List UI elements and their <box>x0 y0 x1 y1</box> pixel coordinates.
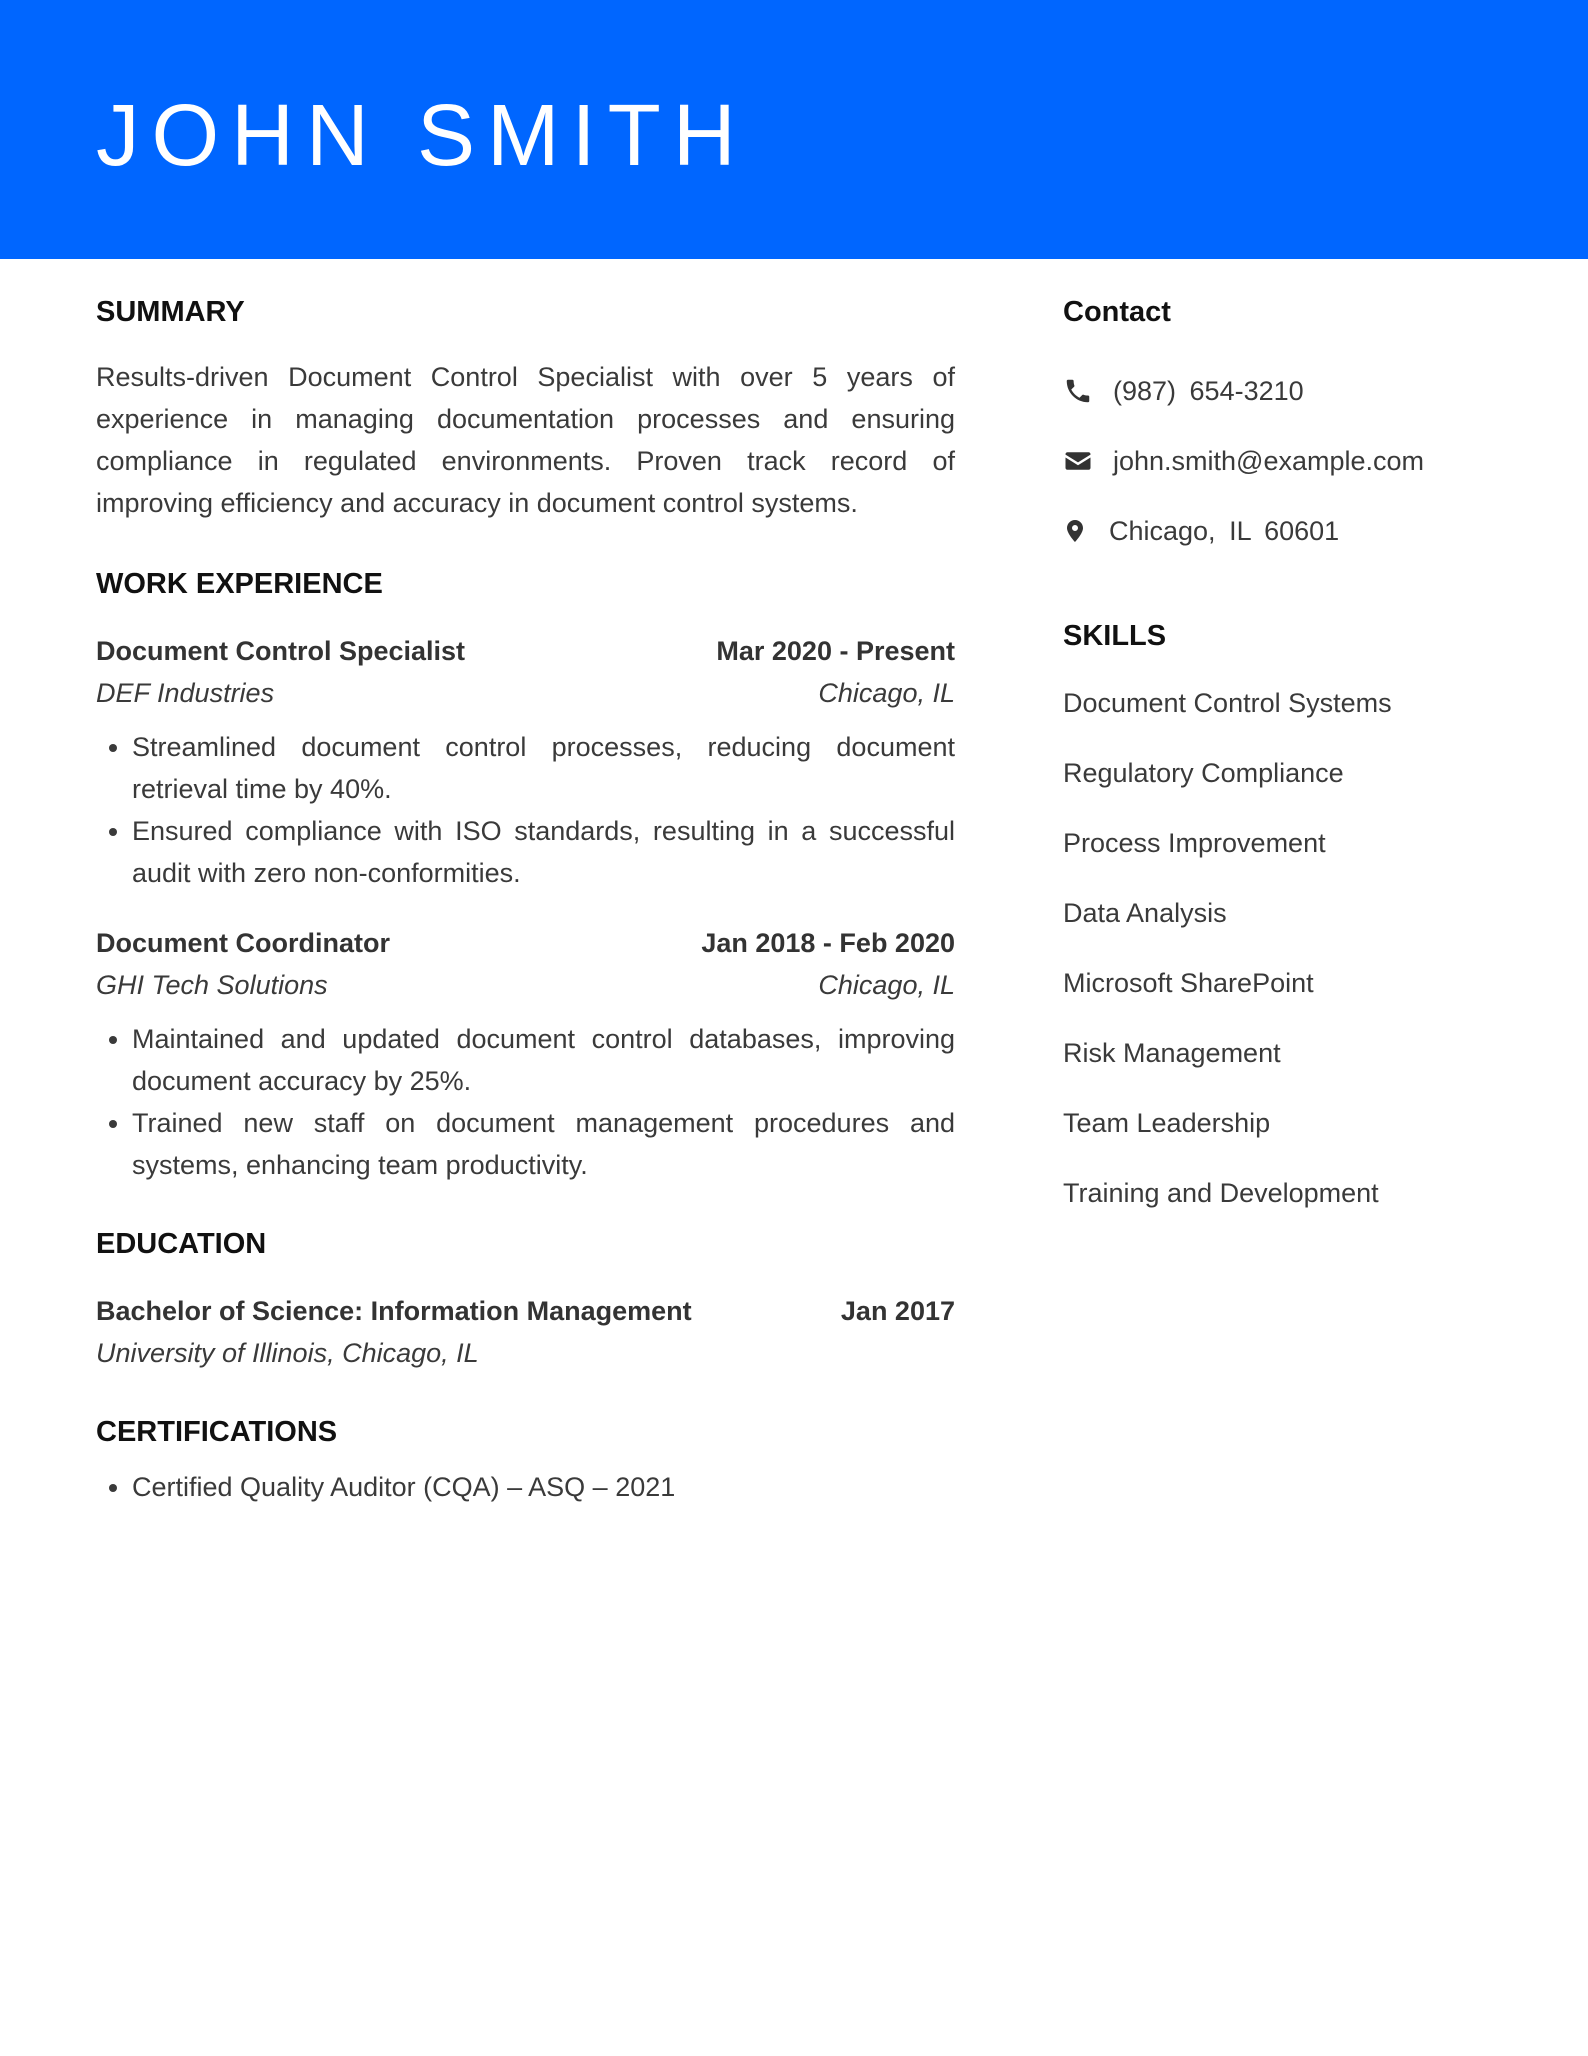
certification-item: • Certified Quality Auditor (CQA) – ASQ – 2021 <box>132 1466 955 1508</box>
job-bullet: • Ensured compliance with ISO standards, resulting in a successful audit with zero non-conformities. <box>132 810 955 894</box>
job-location: Chicago, IL <box>818 678 955 708</box>
education-school: University of Illinois, Chicago, IL <box>96 1338 479 1368</box>
job-dates: Jan 2018 - Feb 2020 <box>701 928 955 958</box>
job-bullets <box>96 726 955 894</box>
summary-title: SUMMARY <box>96 296 245 328</box>
education-section <box>96 1222 955 1374</box>
education-entry <box>96 1290 955 1374</box>
envelope-icon <box>1063 446 1093 476</box>
work-experience-section <box>96 562 955 1186</box>
contact-title: Contact <box>1063 296 1171 328</box>
sidebar-column <box>1063 290 1523 1214</box>
resume-name: JOHN SMITH <box>96 87 748 184</box>
summary-text: Results-driven Document Control Specialist with over 5 years of experience in managing documentation processes and ensuring compliance in regulated environments. Proven track record of improving efficiency and accuracy in document control systems. <box>96 362 955 518</box>
contact-email <box>1063 440 1523 482</box>
contact-phone <box>1063 370 1523 412</box>
skills-section <box>1063 614 1523 1214</box>
work-experience-title: WORK EXPERIENCE <box>96 568 383 600</box>
certifications-list <box>96 1466 955 1508</box>
job-position: Document Coordinator <box>96 928 390 958</box>
job-entry <box>96 630 955 894</box>
job-bullet: • Trained new staff on document management procedures and systems, enhancing team productivity. <box>132 1102 955 1186</box>
contact-email-text[interactable]: john.smith@example.com <box>1113 446 1425 476</box>
skill-item: Training and Development <box>1063 1178 1379 1208</box>
contact-section <box>1063 290 1523 552</box>
header-banner <box>0 0 1588 259</box>
skills-title: SKILLS <box>1063 620 1167 652</box>
skill-item: Risk Management <box>1063 1038 1281 1068</box>
skill-item: Document Control Systems <box>1063 688 1392 718</box>
skill-item: Microsoft SharePoint <box>1063 968 1314 998</box>
certifications-title: CERTIFICATIONS <box>96 1416 338 1448</box>
skill-item: Regulatory Compliance <box>1063 758 1344 788</box>
job-position: Document Control Specialist <box>96 636 466 666</box>
main-column <box>96 290 955 1508</box>
skill-item: Process Improvement <box>1063 828 1326 858</box>
education-date: Jan 2017 <box>840 1296 955 1326</box>
map-pin-icon <box>1063 516 1087 546</box>
job-company: DEF Industries <box>96 678 275 708</box>
skill-item: Team Leadership <box>1063 1108 1271 1138</box>
job-location: Chicago, IL <box>818 970 955 1000</box>
education-title: EDUCATION <box>96 1228 267 1260</box>
skills-list <box>1063 682 1523 1214</box>
education-degree: Bachelor of Science: Information Management <box>96 1296 692 1326</box>
job-bullet: • Maintained and updated document control databases, improving document accuracy by 25%. <box>132 1018 955 1102</box>
job-dates: Mar 2020 - Present <box>716 636 955 666</box>
job-company: GHI Tech Solutions <box>96 970 328 1000</box>
job-bullet: • Streamlined document control processes, reducing document retrieval time by 40%. <box>132 726 955 810</box>
contact-location-text: Chicago, IL 60601 <box>1109 516 1340 546</box>
certifications-section <box>96 1410 955 1508</box>
summary-section <box>96 290 955 524</box>
contact-location <box>1063 510 1523 552</box>
job-bullets <box>96 1018 955 1186</box>
contact-phone-text[interactable]: (987) 654-3210 <box>1113 376 1304 406</box>
job-entry <box>96 922 955 1186</box>
skill-item: Data Analysis <box>1063 898 1227 928</box>
phone-icon <box>1063 376 1093 406</box>
